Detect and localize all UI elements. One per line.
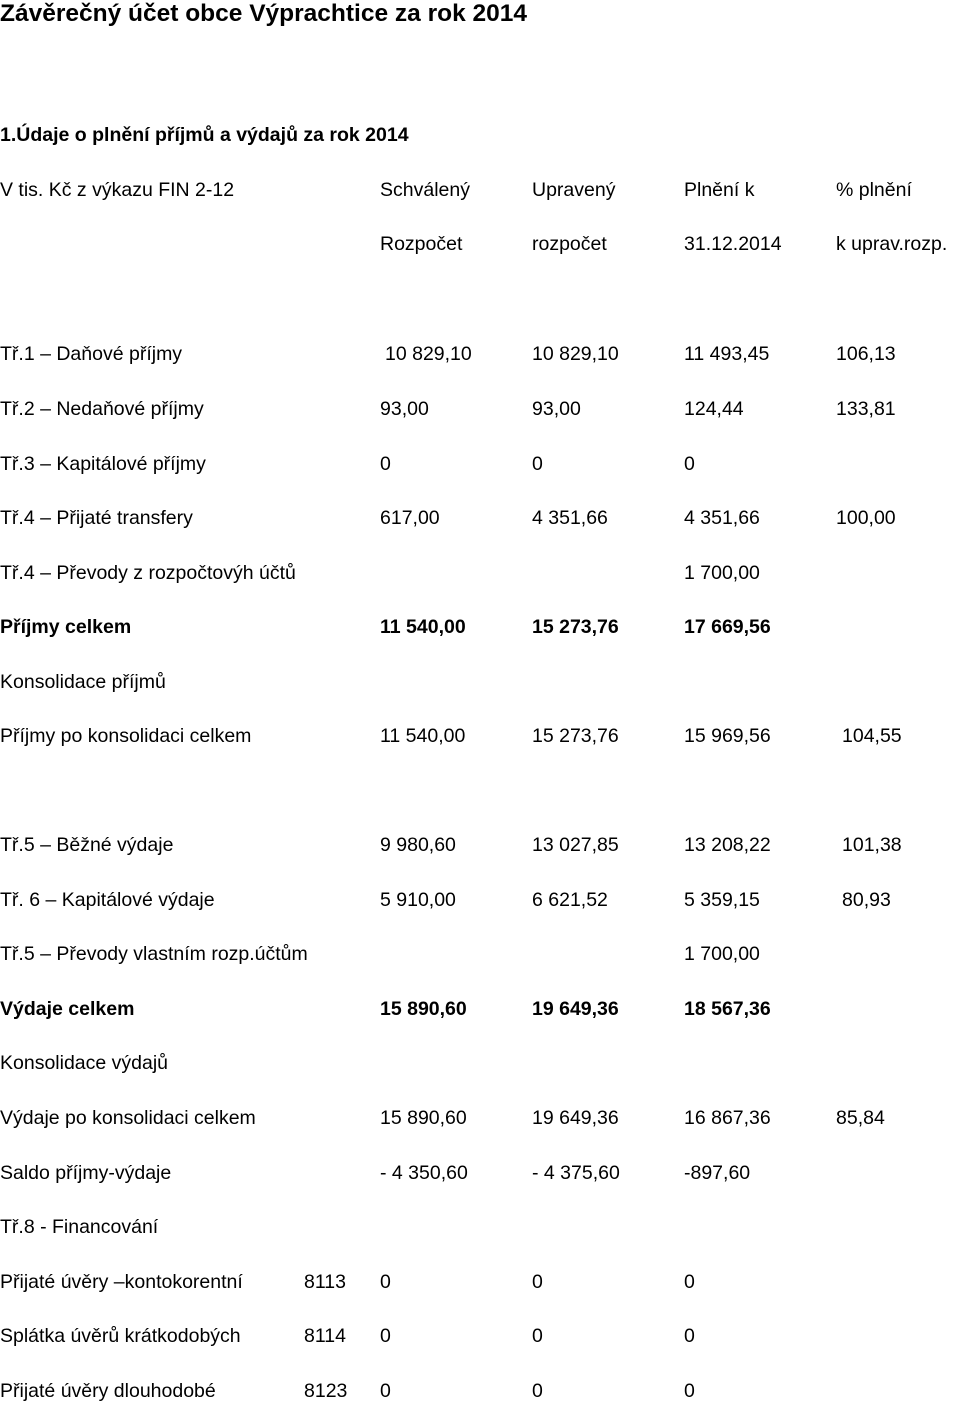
row-label: Tř.5 – Běžné výdaje xyxy=(0,834,174,856)
income-total-row xyxy=(0,612,960,642)
cell-schvaleny: 15 890,60 xyxy=(380,998,467,1020)
cell-plneni: 1 700,00 xyxy=(684,562,760,584)
table-row xyxy=(0,503,960,533)
cell-procento: 101,38 xyxy=(842,834,902,856)
cell-upraveny: 93,00 xyxy=(532,398,581,420)
financing-row xyxy=(0,1376,960,1406)
header-upraveny: Upravený xyxy=(532,179,616,201)
cell-plneni: 0 xyxy=(684,453,695,475)
cell-upraveny: 6 621,52 xyxy=(532,889,608,911)
cell-schvaleny: - 4 350,60 xyxy=(380,1162,468,1184)
header-row xyxy=(0,229,960,259)
table-row xyxy=(0,449,960,479)
cell-procento: 104,55 xyxy=(842,725,902,747)
cell-kod: 8123 xyxy=(304,1380,348,1402)
cell-upraveny: 0 xyxy=(532,453,543,475)
header-procento: % plnění xyxy=(836,179,912,201)
row-label: Tř. 6 – Kapitálové výdaje xyxy=(0,889,215,911)
table-row xyxy=(0,394,960,424)
row-label: Výdaje po konsolidaci celkem xyxy=(0,1107,256,1129)
income-after-consolidation-row xyxy=(0,721,960,751)
row-label: Příjmy po konsolidaci celkem xyxy=(0,725,252,747)
header-unit-label: V tis. Kč z výkazu FIN 2-12 xyxy=(0,179,235,201)
financing-row xyxy=(0,1321,960,1351)
row-label: Tř.5 – Převody vlastním rozp.účtům xyxy=(0,943,308,965)
row-label: Tř.4 – Převody z rozpočtovýh účtů xyxy=(0,562,296,584)
cell-plneni: 18 567,36 xyxy=(684,998,771,1020)
cell-upraveny: 15 273,76 xyxy=(532,725,619,747)
cell-plneni: 0 xyxy=(684,1380,695,1402)
cell-plneni: 1 700,00 xyxy=(684,943,760,965)
cell-plneni: 13 208,22 xyxy=(684,834,771,856)
cell-schvaleny: 11 540,00 xyxy=(380,725,466,747)
table-row xyxy=(0,558,960,588)
header-row xyxy=(0,175,960,205)
row-label: Výdaje celkem xyxy=(0,998,135,1020)
row-label: Tř.3 – Kapitálové příjmy xyxy=(0,453,206,475)
expense-consolidation-row xyxy=(0,1048,960,1078)
cell-plneni: 11 493,45 xyxy=(684,343,770,365)
expense-total-row xyxy=(0,994,960,1024)
cell-plneni: 0 xyxy=(684,1325,695,1347)
cell-procento: 106,13 xyxy=(836,343,896,365)
cell-procento: 133,81 xyxy=(836,398,896,420)
table-row xyxy=(0,339,960,369)
cell-procento: 80,93 xyxy=(842,889,891,911)
row-label: Přijaté úvěry –kontokorentní xyxy=(0,1271,243,1293)
row-label: Tř.4 – Přijaté transfery xyxy=(0,507,193,529)
header-plneni: Plnění k xyxy=(684,179,755,201)
row-label: Konsolidace výdajů xyxy=(0,1052,169,1074)
cell-plneni: 16 867,36 xyxy=(684,1107,771,1129)
table-row xyxy=(0,885,960,915)
row-label: Příjmy celkem xyxy=(0,616,132,638)
header-plneni-sub: 31.12.2014 xyxy=(684,233,782,255)
cell-schvaleny: 0 xyxy=(380,1325,391,1347)
cell-upraveny: 10 829,10 xyxy=(532,343,619,365)
table-row xyxy=(0,830,960,860)
expense-after-consolidation-row xyxy=(0,1103,960,1133)
row-label: Splátka úvěrů krátkodobých xyxy=(0,1325,241,1347)
cell-plneni: 15 969,56 xyxy=(684,725,771,747)
cell-plneni: 17 669,56 xyxy=(684,616,771,638)
financing-title: Tř.8 - Financování xyxy=(0,1216,159,1238)
cell-plneni: 0 xyxy=(684,1271,695,1293)
cell-procento: 85,84 xyxy=(836,1107,885,1129)
cell-schvaleny: 93,00 xyxy=(380,398,429,420)
cell-upraveny: 4 351,66 xyxy=(532,507,608,529)
cell-schvaleny: 5 910,00 xyxy=(380,889,456,911)
document-title: Závěrečný účet obce Výprachtice za rok 2014 xyxy=(0,0,528,27)
cell-plneni: -897,60 xyxy=(684,1162,751,1184)
cell-schvaleny: 11 540,00 xyxy=(380,616,466,638)
financing-title-row xyxy=(0,1212,960,1242)
cell-schvaleny: 0 xyxy=(380,453,391,475)
cell-upraveny: - 4 375,60 xyxy=(532,1162,620,1184)
cell-plneni: 5 359,15 xyxy=(684,889,760,911)
cell-upraveny: 19 649,36 xyxy=(532,1107,619,1129)
row-label: Tř.1 – Daňové příjmy xyxy=(0,343,183,365)
cell-plneni: 124,44 xyxy=(684,398,744,420)
saldo-row xyxy=(0,1158,960,1188)
header-schvaleny-sub: Rozpočet xyxy=(380,233,463,255)
financing-row xyxy=(0,1267,960,1297)
cell-kod: 8114 xyxy=(304,1325,346,1347)
cell-schvaleny: 15 890,60 xyxy=(380,1107,467,1129)
cell-upraveny: 15 273,76 xyxy=(532,616,619,638)
row-label: Přijaté úvěry dlouhodobé xyxy=(0,1380,216,1402)
cell-schvaleny: 0 xyxy=(380,1271,391,1293)
header-schvaleny: Schválený xyxy=(380,179,470,201)
cell-schvaleny: 10 829,10 xyxy=(385,343,472,365)
cell-upraveny: 13 027,85 xyxy=(532,834,619,856)
row-label: Tř.2 – Nedaňové příjmy xyxy=(0,398,204,420)
cell-upraveny: 0 xyxy=(532,1271,543,1293)
table-row xyxy=(0,939,960,969)
cell-kod: 8113 xyxy=(304,1271,346,1293)
cell-upraveny: 19 649,36 xyxy=(532,998,619,1020)
cell-schvaleny: 617,00 xyxy=(380,507,440,529)
cell-schvaleny: 0 xyxy=(380,1380,391,1402)
cell-upraveny: 0 xyxy=(532,1380,543,1402)
row-label: Konsolidace příjmů xyxy=(0,671,166,693)
header-upraveny-sub: rozpočet xyxy=(532,233,607,255)
cell-upraveny: 0 xyxy=(532,1325,543,1347)
income-consolidation-row xyxy=(0,667,960,697)
cell-procento: 100,00 xyxy=(836,507,896,529)
cell-schvaleny: 9 980,60 xyxy=(380,834,456,856)
row-label: Saldo příjmy-výdaje xyxy=(0,1162,172,1184)
header-procento-sub: k uprav.rozp. xyxy=(836,233,948,255)
cell-plneni: 4 351,66 xyxy=(684,507,760,529)
section-title: 1.Údaje o plnění příjmů a výdajů za rok 2014 xyxy=(0,124,409,146)
